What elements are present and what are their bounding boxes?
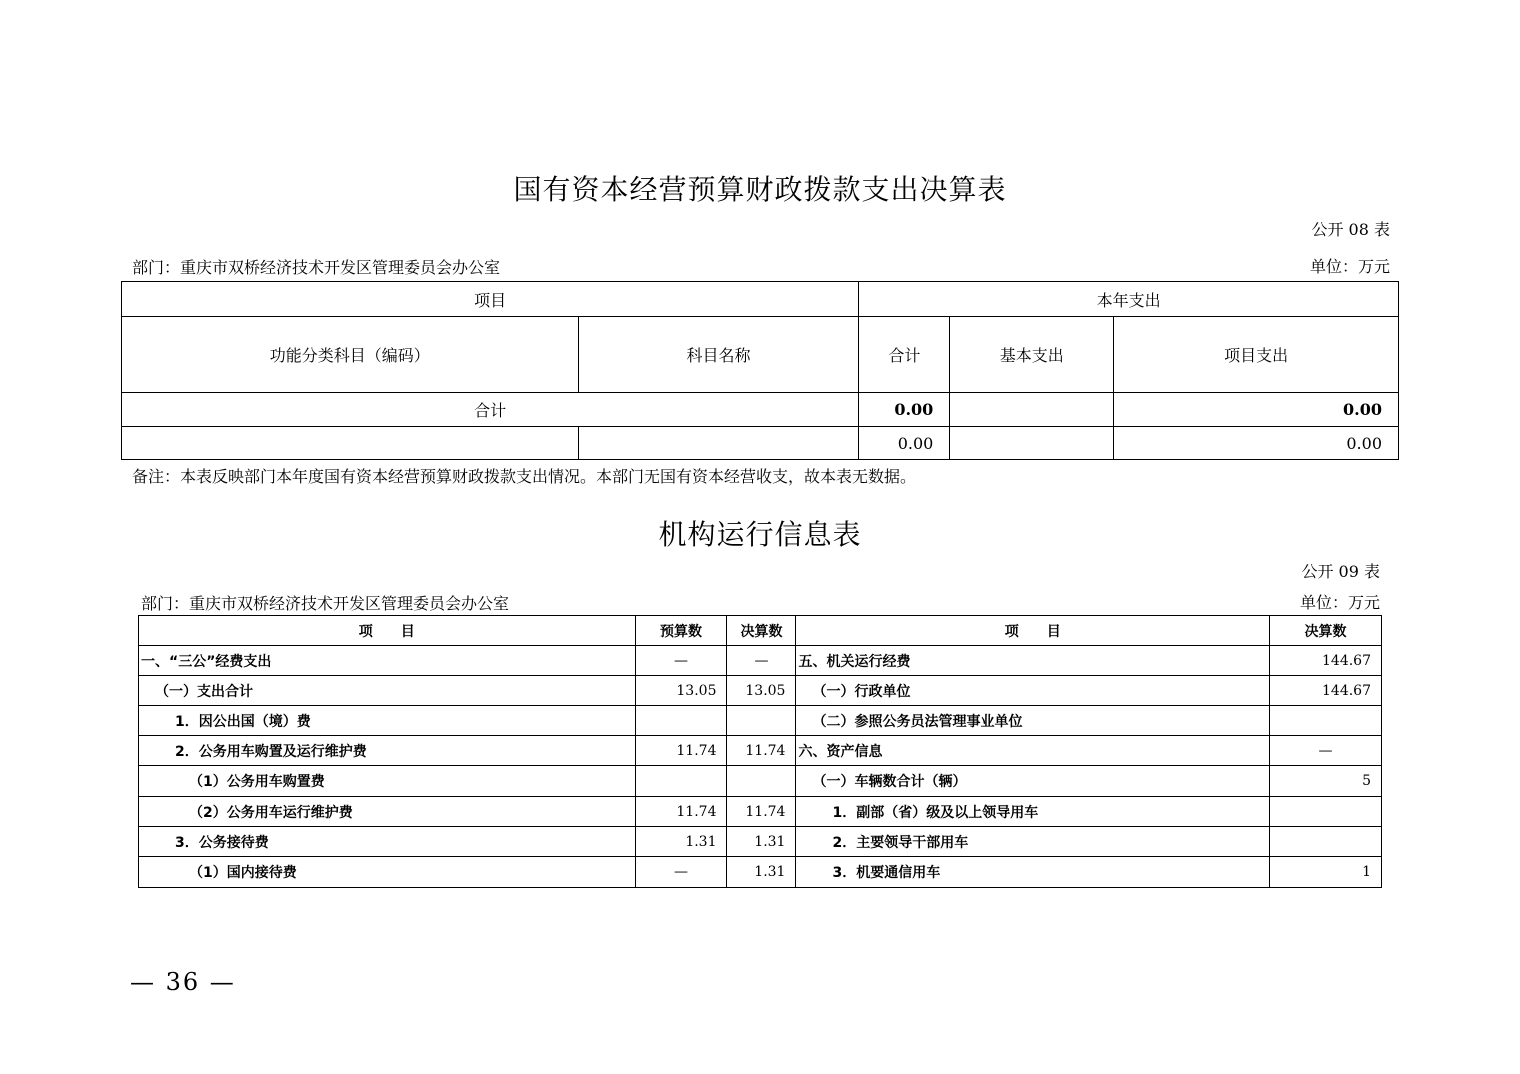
table1-note: 备注：本表反映部门本年度国有资本经营预算财政拨款支出情况。本部门无国有资本经营收支，故本表无数据。 [132, 467, 917, 486]
right-item: （二）参照公务员法管理事业单位 [796, 706, 1270, 736]
final-value [727, 706, 796, 736]
total-basic [950, 393, 1114, 427]
table1-title: 国有资本经营预算财政拨款支出决算表 [513, 173, 1007, 206]
header-total: 合计 [859, 317, 950, 393]
table2-department: 部门：重庆市双桥经济技术开发区管理委员会办公室 [141, 594, 510, 613]
budget-value [635, 706, 727, 736]
table-row [139, 706, 1382, 736]
right-final-value: — [1270, 736, 1382, 766]
budget-value [635, 766, 727, 797]
left-item: 一、“三公”经费支出 [139, 646, 636, 676]
left-item: （一）支出合计 [139, 676, 636, 706]
right-final-value: 5 [1270, 766, 1382, 797]
header-basic: 基本支出 [950, 317, 1114, 393]
table-row [139, 797, 1382, 827]
final-value: — [727, 646, 796, 676]
row-project: 0.00 [1114, 427, 1399, 460]
table2-number: 公开 09 表 [1301, 562, 1380, 581]
final-value: 11.74 [727, 736, 796, 766]
right-item: 五、机关运行经费 [796, 646, 1270, 676]
header-project: 项目支出 [1114, 317, 1399, 393]
right-final-value [1270, 797, 1382, 827]
left-item: 2．公务用车购置及运行维护费 [139, 736, 636, 766]
header-subject-name: 科目名称 [578, 317, 859, 393]
budget-value: 11.74 [635, 797, 727, 827]
total-value: 0.00 [859, 393, 950, 427]
total-project: 0.00 [1114, 393, 1399, 427]
header-budget: 预算数 [635, 616, 727, 646]
final-value: 1.31 [727, 827, 796, 857]
table1-unit: 单位：万元 [1309, 257, 1390, 276]
header-left-item: 项 目 [139, 616, 636, 646]
budget-value: 13.05 [635, 676, 727, 706]
header-right-item: 项 目 [796, 616, 1270, 646]
right-item: 1．副部（省）级及以上领导用车 [796, 797, 1270, 827]
left-item: 1．因公出国（境）费 [139, 706, 636, 736]
row-basic [950, 427, 1114, 460]
table1-number: 公开 08 表 [1311, 220, 1390, 239]
right-item: 六、资产信息 [796, 736, 1270, 766]
table-row [139, 766, 1382, 797]
table-row [139, 857, 1382, 888]
left-item: （1）公务用车购置费 [139, 766, 636, 797]
table-row [139, 736, 1382, 766]
right-final-value: 144.67 [1270, 646, 1382, 676]
table1-department: 部门：重庆市双桥经济技术开发区管理委员会办公室 [132, 258, 501, 277]
right-item: （一）车辆数合计（辆） [796, 766, 1270, 797]
budget-value: 11.74 [635, 736, 727, 766]
final-value: 1.31 [727, 857, 796, 888]
header-this-year: 本年支出 [859, 282, 1399, 317]
final-value: 11.74 [727, 797, 796, 827]
header-func-code: 功能分类科目（编码） [122, 317, 579, 393]
header-item: 项目 [122, 282, 859, 317]
header-right-final: 决算数 [1270, 616, 1382, 646]
left-item: （2）公务用车运行维护费 [139, 797, 636, 827]
table2-unit: 单位：万元 [1299, 593, 1380, 612]
row-code [122, 427, 579, 460]
right-final-value: 1 [1270, 857, 1382, 888]
table-row [122, 393, 1399, 427]
row-name [578, 427, 859, 460]
budget-value: — [635, 857, 727, 888]
header-final: 决算数 [727, 616, 796, 646]
right-item: 3．机要通信用车 [796, 857, 1270, 888]
table-row [139, 827, 1382, 857]
total-label: 合计 [122, 393, 859, 427]
left-item: 3．公务接待费 [139, 827, 636, 857]
table-row [139, 676, 1382, 706]
right-item: （一）行政单位 [796, 676, 1270, 706]
budget-value: — [635, 646, 727, 676]
left-item: （1）国内接待费 [139, 857, 636, 888]
table-row [122, 427, 1399, 460]
final-value: 13.05 [727, 676, 796, 706]
table-row [139, 646, 1382, 676]
table2-title: 机构运行信息表 [658, 518, 862, 551]
page-number: — 36 — [130, 968, 236, 996]
budget-value: 1.31 [635, 827, 727, 857]
right-final-value [1270, 706, 1382, 736]
table1 [121, 281, 1399, 460]
right-final-value: 144.67 [1270, 676, 1382, 706]
final-value [727, 766, 796, 797]
right-item: 2．主要领导干部用车 [796, 827, 1270, 857]
right-final-value [1270, 827, 1382, 857]
table2 [138, 615, 1382, 888]
row-total: 0.00 [859, 427, 950, 460]
